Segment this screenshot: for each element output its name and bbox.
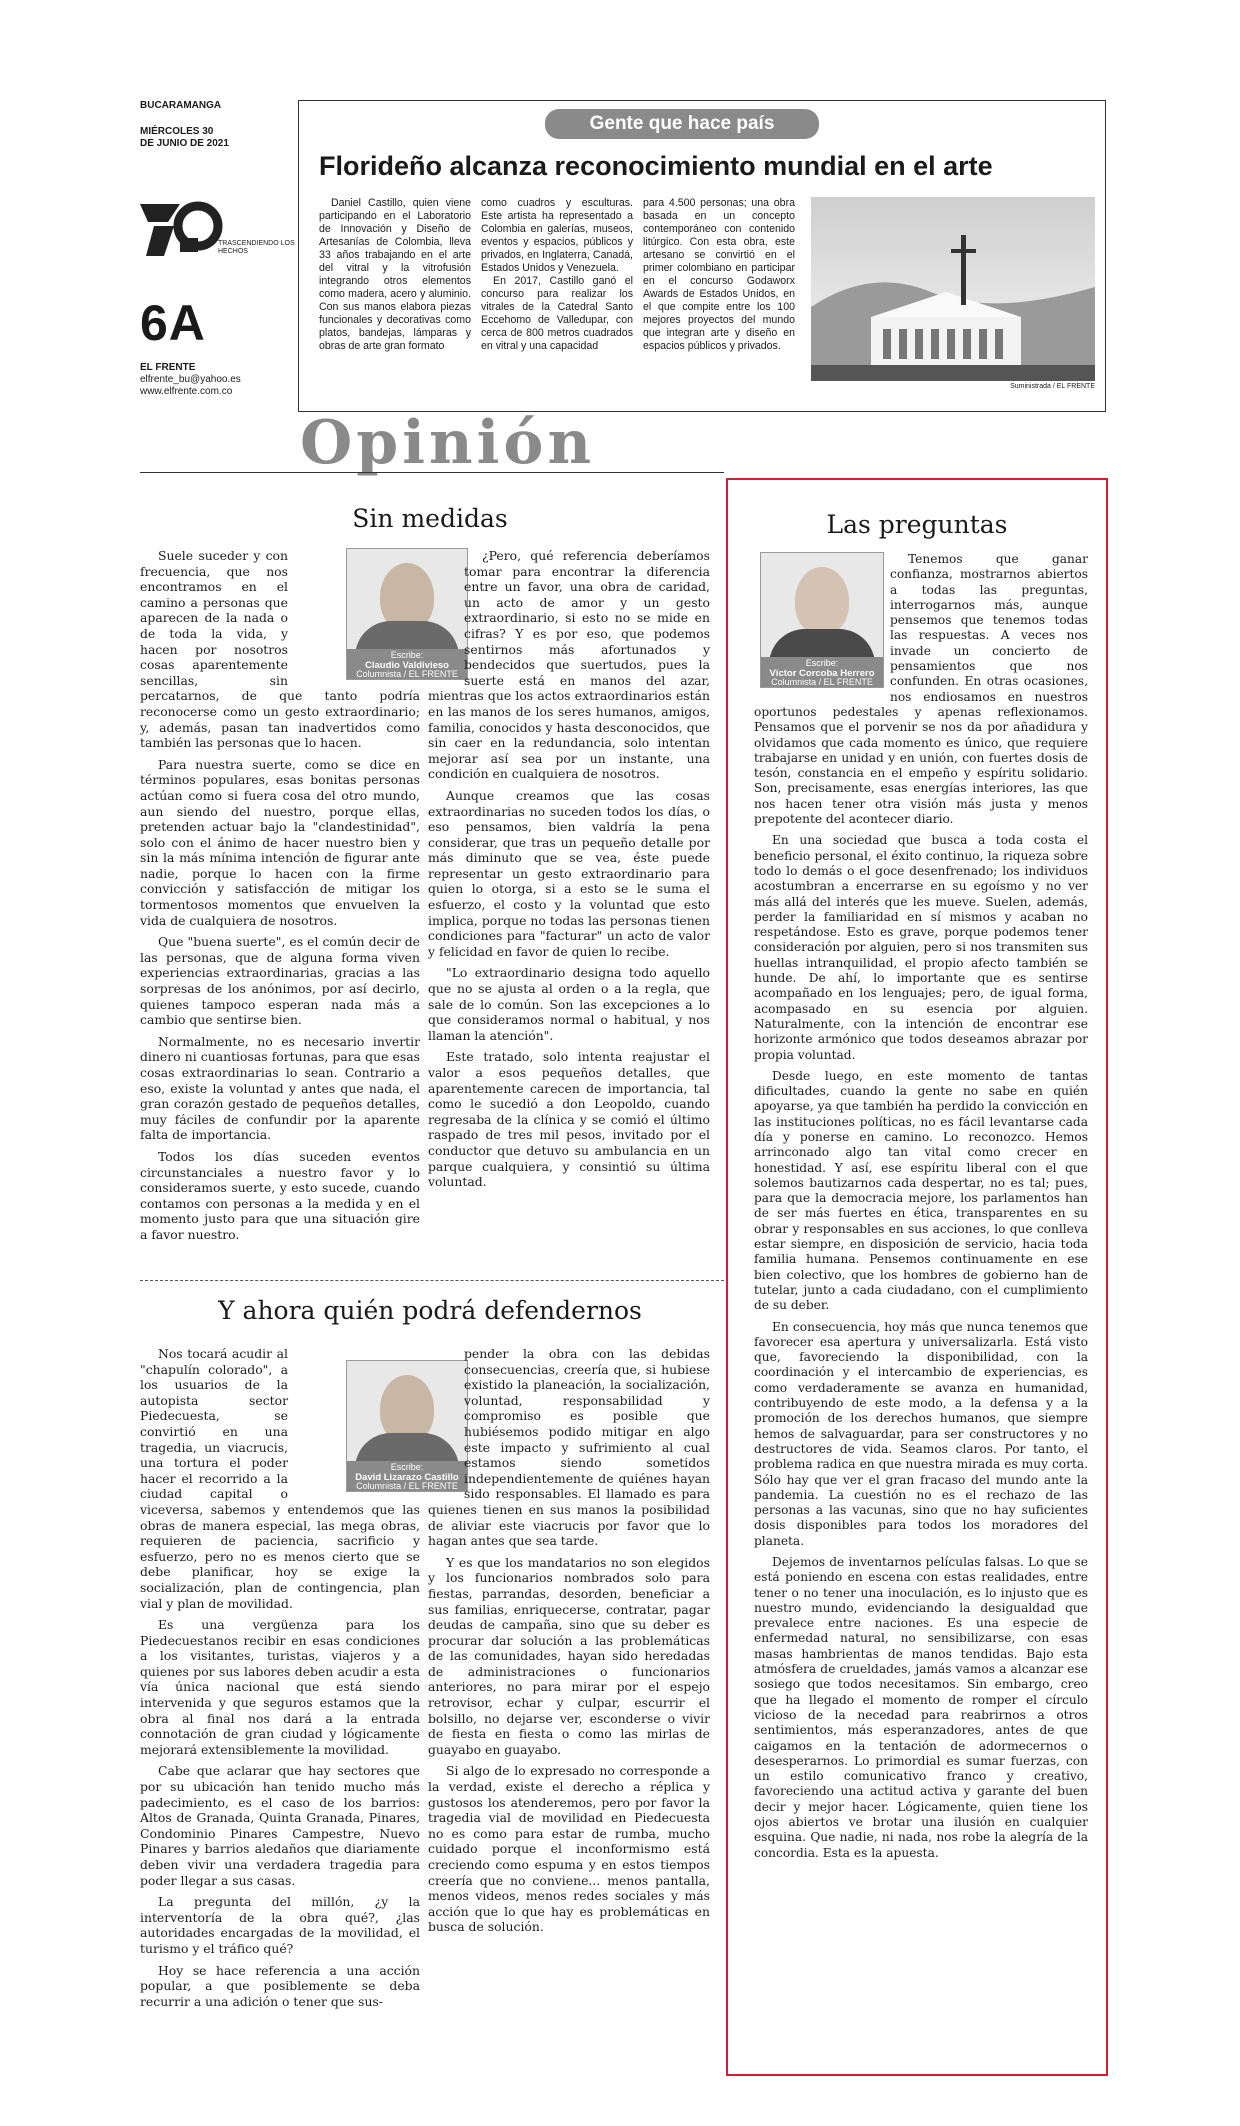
paragraph: Para nuestra suerte, como se dice en términos populares, esas bonitas personas actúan como si fuera cosa del otro mundo, aun siendo del nuestro, porque ellas, pretenden actuar bajo la "clandestinidad", solo con el ánimo de hacer nuestro bien y sin la más mínima intención de figurar ante nadie, porque lo hacen con la firme convicción y satisfacción de mitigar los tormentosos momentos que envuelven la vida de cualquiera de nosotros.: [140, 756, 420, 928]
feature-col-1-text: Daniel Castillo, quien viene participando en el Laboratorio de Innovación y Diseño de Artesanías de Colombia, lleva 33 años trabajando en el arte del vitral y la vitrofusión integrando otros elementos como madera, acero y aluminio. Con sus manos elabora piezas funcionales y decorativas como platos, bandejas, lámparas y obras de arte gran formato: [319, 197, 471, 352]
feature-banner: Gente que hace país: [545, 109, 819, 139]
sin-medidas-col-2: [428, 548, 710, 1196]
paragraph: Cabe que aclarar que hay sectores que por su ubicación han tenido mucho más padecimiento, es el caso de los barrios: Altos de Granada, Quinta Granada, Pinares, Condominio Pinares Campestre, Nuevo Pinares y barrios aledaños que diariamente deben vivir una verdadera tragedia para poder llegar a sus casas.: [140, 1763, 420, 1888]
defendernos-col-2: [428, 1346, 710, 1941]
paragraph: Normalmente, no es necesario invertir dinero ni cuantiosas fortunas, para que esas cosas extraordinarias lo sean. Contrario a eso, existe la voluntad y antes que nada, el gran corazón gestado de pequeños detalles, muy fáciles de confundir por la aparente falta de importancia.: [140, 1033, 420, 1143]
website-link[interactable]: www.elfrente.com.co: [140, 386, 233, 397]
paragraph: Y es que los mandatarios no son elegidos y los funcionarios nombrados solo para fiestas, parrandas, desorden, beneficiar a sus familias, enriquecerse, contratar, pagar deudas de campaña, sino que su deber es procurar dar solución a las problemáticas de las comunidades, hayan sido heredadas de administraciones o funcionarios anteriores, no para mirar por el espejo retrovisor, echar y culpar, escurrir el bolsillo, no dejarse ver, esconderse o vivir de fiesta en fiesta o como las mirlas de guayabo en guayabo.: [428, 1554, 710, 1757]
city-label: BUCARAMANGA: [140, 100, 222, 111]
paragraph: Este tratado, solo intenta reajustar el valor a esos pequeños detalles, que aparentemente carecen de importancia, tal como le sucedió a don Leopoldo, cuando regresaba de la clínica y se comió el último raspado de tres mil pesos, invitado por el conductor que detuvo su ambulancia en un parque cualquiera, y consintió su última voluntad.: [428, 1049, 710, 1190]
feature-col-2: [481, 197, 633, 353]
preguntas-title: Las preguntas: [826, 510, 1008, 539]
paragraph: Suele suceder y con frecuencia, que nos encontramos en el camino a personas que aparecen de la nada o de toda la vida, y hacen por nosotros cosas aparentemente sencillas, sin percatarnos, de que tanto podría reconocerse como un gesto extraordinario; y, además, pasan tan inadvertidos como también las personas que lo hacen.: [140, 548, 420, 751]
author-role: Columnista / EL FRENTE: [356, 669, 458, 679]
date-line-1: MIÉRCOLES 30: [140, 126, 214, 137]
masthead-left: [140, 100, 300, 150]
paragraph: En una sociedad que busca a toda costa el beneficio personal, el éxito continuo, la riqueza sobre todo lo demás o el goce desenfrenado; los individuos acostumbran a encerrarse en su egoísmo y no ver más allá del interés que les mueve. Suelen, además, perder la familiaridad en sí mismos y acaban no respetándose. Esto es grave, porque podemos tener consideración por alguien, pero si nos transmiten sus huellas intranquilidad, el propio afecto también se hunde. De ahí, lo importante que es sentirse acompañado en los lenguajes; pero, de igual forma, acompasado en su esencia por alguien. Naturalmente, con la intención de encontrar ese horizonte armónico que todos deseamos abrazar por propia voluntad.: [754, 833, 1088, 1062]
cathedral-image-icon: [811, 197, 1095, 381]
paragraph: pender la obra con las debidas consecuencias, creería que, si hubiese existido la planeación, la socialización, voluntad, responsabilidad y compromiso es posible que hubiésemos podido mitigar en algo este impacto y sufrimiento al cual estamos siendo sometidos independientemente de quiénes hayan sido responsables. El llamado es para quienes tienen en sus manos la posibilidad de aliviar este viacrucis por favor que lo hagan antes que sea tarde.: [428, 1346, 710, 1549]
paragraph: Nos tocará acudir al "chapulín colorado", a los usuarios de la autopista sector Piedecuesta, se convirtió en una tragedia, un viacrucis, una tortura el poder hacer el recorrido a la ciudad capital o viceversa, sabemos y entendemos que las obras de manera especial, las mega obras, requieren de paciencia, sacrificio y esfuerzo, pero no es menos cierto que se debe planificar, hoy se exige la socialización, plan de contingencia, plan vial y plan de movilidad.: [140, 1346, 420, 1611]
feature-col-2a-text: como cuadros y esculturas. Este artista ha representado a Colombia en galerías, museos, eventos y espacios, públicos y privados, en Inglaterra, Canadá, Estados Unidos y Venezuela.: [481, 197, 633, 274]
date-line-2: DE JUNIO DE 2021: [140, 138, 229, 149]
feature-col-3-text: para 4.500 personas; una obra basada en un concepto contemporáneo con contenido litúrgico. Con esta obra, este artesano se convirtió en el primer colombiano en participar en el concurso Godaworx Awards de Estados Unidos, en el que compite entre los 100 mejores proyectos del mundo que integran arte y diseño en espacios públicos y privados.: [643, 197, 795, 352]
email-link[interactable]: elfrente_bu@yahoo.es: [140, 374, 241, 385]
paragraph: Todos los días suceden eventos circunstanciales a nuestro favor y lo consideramos suerte, y esto sucede, cuando contamos con personas a la medida y en el momento justo para que una situación gire a favor nuestro.: [140, 1148, 420, 1242]
page-number: 6A: [140, 295, 206, 351]
section-title: Opinión: [300, 408, 596, 478]
feature-col-2b-text: En 2017, Castillo ganó el concurso para realizar los vitrales de la Catedral Santo Eccehomo de Valledupar, con cerca de 800 metros cuadrados en vitral y una capacidad: [481, 275, 633, 352]
author-name: Víctor Corcoba Herrero: [769, 667, 875, 679]
author-name: Claudio Valdivieso: [365, 659, 449, 671]
section-rule: [140, 472, 724, 473]
sin-medidas-title: Sin medidas: [352, 504, 508, 533]
feature-col-3: [643, 197, 795, 353]
paragraph: En consecuencia, hoy más que nunca tenemos que favorecer esa apertura y universalizarla. Está visto que, favoreciendo la disponibilidad, con la coordinación y el intercambio de experiencias, es como verdaderamente se avanza en humanidad, contribuyendo de este modo, a la defensa y a la promoción de los derechos humanos, que siempre hemos de salvaguardar, para ser constructores y no destructores de vida. Seamos claros. Por tanto, el problema radica en que nuestra mirada es muy corta. Sólo hay que ver el gran fracaso del mundo ante la pandemia. La cuestión no es el rechazo de las personas a las vacunas, sino que no hay suficientes dosis disponibles para todos los moradores del planeta.: [754, 1319, 1088, 1548]
paragraph: Es una vergüenza para los Piedecuestanos recibir en esas condiciones a los visitantes, turistas, viajeros y a quienes por sus labores deben acudir a esta vía única nacional que está siendo intervenida y que seguros estamos que la obra al final nos dará a la entrada connotación de gran ciudad y lógicamente mejorará extensiblemente la movilidad.: [140, 1617, 420, 1757]
feature-box: [298, 100, 1106, 412]
paragraph: "Lo extraordinario designa todo aquello que no se ajusta al orden o a la regla, que sale de lo común. Son las excepciones a lo que consideramos normal o habitual, y nos llaman la atención".: [428, 965, 710, 1043]
article-divider: [140, 1280, 724, 1281]
paragraph: Aunque creamos que las cosas extraordinarias no suceden todos los días, o eso pensamos, bien valdría la pena considerar, que tras un pequeño detalle por más diminuto que se vea, éste puede representar un gesto extraordinario para quien lo otorga, si a esto se le suma el esfuerzo, el costo y la voluntad que esto implica, porque no todas las personas tienen condiciones para "facturar" un acto de valor y felicidad en favor de quien lo recibe.: [428, 787, 710, 959]
paper-name: EL FRENTE: [140, 362, 196, 373]
cathedral-photo: [811, 197, 1095, 381]
defendernos-title: Y ahora quién podrá defendernos: [218, 1296, 642, 1325]
paragraph: Dejemos de inventarnos películas falsas. Lo que se está poniendo en escena con estas realidades, entre tener o no tener una inoculación, es lo injusto que es nuestro mundo, evidenciando la desigualdad que prevalece entre naciones. Es una especie de enfermedad natural, no sensibilizarse, con esas masas hambrientas de manos tendidas. Bajo esta atmósfera de crueldades, jamás vamos a alcanzar ese sosiego que todos necesitamos. Sin embargo, creo que ha llegado el momento de romper el círculo vicioso de la necedad para reabrirnos a otros sentimientos, más esperanzadores, antes de que caigamos en la tentación de adormecernos o desesperarnos. Lo primordial es sumar fuerzas, con un estilo comunicativo franco y creativo, favoreciendo una actitud activa y garante del buen decir y mejor hacer. Lógicamente, quien tiene los ojos abiertos ve brotar una ilusión en cualquier esquina. Que nadie, ni nada, nos robe la alegría de la concordia. Esta es la apuesta.: [754, 1555, 1088, 1860]
feature-headline: Florideño alcanza reconocimiento mundial en el arte: [319, 151, 993, 181]
paragraph: La pregunta del millón, ¿y la interventoría de la obra qué?, ¿las autoridades encargadas de la movilidad, el turismo y el tráfico qué?: [140, 1894, 420, 1956]
paragraph: Si algo de lo expresado no corresponde a la verdad, existe el derecho a réplica y gustosos los atenderemos, pero por favor la tragedia vial de movilidad en Piedecuesta no es como para estar de rumba, mucho cuidado porque el inconformismo está creciendo como espuma y en estos tiempos creería que no conviene... menos pantalla, menos videos, menos redes sociales y más acción que lo que hay es problemáticas en busca de solución.: [428, 1763, 710, 1935]
masthead-contact: [140, 362, 241, 398]
paragraph: Hoy se hace referencia a una acción popular, a que posiblemente se deba recurrir a una adición o tener que sus-: [140, 1962, 420, 2009]
paragraph: Que "buena suerte", es el común decir de las personas, que de alguna forma viven experiencias extraordinarias, gracias a las sorpresas de los anónimos, por así decirlo, quienes tampoco esperan nada más a cambio que sentirse bien.: [140, 934, 420, 1028]
byline-label: Escribe:: [390, 1462, 424, 1472]
paragraph: Tenemos que ganar confianza, mostrarnos abiertos a todas las preguntas, interrogarnos más, aunque pensemos que tenemos todas las respuestas. A veces nos invade un concierto de pensamientos que nos confunden. En otras ocasiones, nos endiosamos en nuestros oportunos pedestales y apenas reflexionamos. Pensamos que el porvenir se nos da por añadidura y olvidamos que cada momento es único, que requiere trabajarse en unidad y en unión, con fuertes dosis de tesón, constancia en el empeño y espíritu solidario. Son, precisamente, esas energías interiores, las que nos hacen tener otra visión más justa y menos prepotente del acontecer diario.: [754, 552, 1088, 827]
paragraph: Desde luego, en este momento de tantas dificultades, cuando la gente no sabe en quién apoyarse, ya que también ha perdido la convicción en las instituciones políticas, no es fácil levantarse cada día y ponerse en camino. Lo reconozco. Hemos arrinconado algo tan vital como crecer en honestidad. Y así, ese espíritu liberal con el que solemos bautizarnos cada despertar, no es tal; pues, para que la democracia mejore, los parlamentos han de ser más fuertes en ética, transparentes en su obrar y responsables en sus acciones, lo que conlleva estar siempre, en disposición de servicio, hacia toda familia humana. Pensemos continuamente en ese bien colectivo, que los hombres de gobierno han de tutelar, junto a cada ciudadano, con el cumplimiento de su deber.: [754, 1068, 1088, 1313]
author-role: Columnista / EL FRENTE: [771, 677, 873, 687]
byline-label: Escribe:: [390, 650, 424, 660]
logo-tagline: TRASCENDIENDO LOS HECHOS: [218, 240, 295, 255]
newspaper-logo: [140, 196, 295, 266]
photo-credit: Suministrada / EL FRENTE: [1010, 383, 1095, 390]
byline-label: Escribe:: [805, 658, 839, 668]
defendernos-col-1: [140, 1346, 420, 2015]
sin-medidas-col-1: [140, 548, 420, 1249]
feature-col-1: [319, 197, 471, 353]
author-name: David Lizarazo Castillo: [355, 1471, 459, 1483]
paragraph: ¿Pero, qué referencia deberíamos tomar para encontrar la diferencia entre un favor, una obra de caridad, un acto de amor y un gesto extraordinario, si esto no se mide en cifras? Y es por eso, que podemos sentirnos más afortunados y bendecidos que suertudos, pues la suerte está en manos del azar, mientras que los actos extraordinarios están en las manos de los seres humanos, amigos, familia, conocidos y hasta desconocidos, que sin caer en la redundancia, solo intentan mejorar así sea por un instante, una condición en cualquiera de nosotros.: [428, 548, 710, 782]
preguntas-body: [754, 552, 1088, 1867]
author-role: Columnista / EL FRENTE: [356, 1481, 458, 1491]
